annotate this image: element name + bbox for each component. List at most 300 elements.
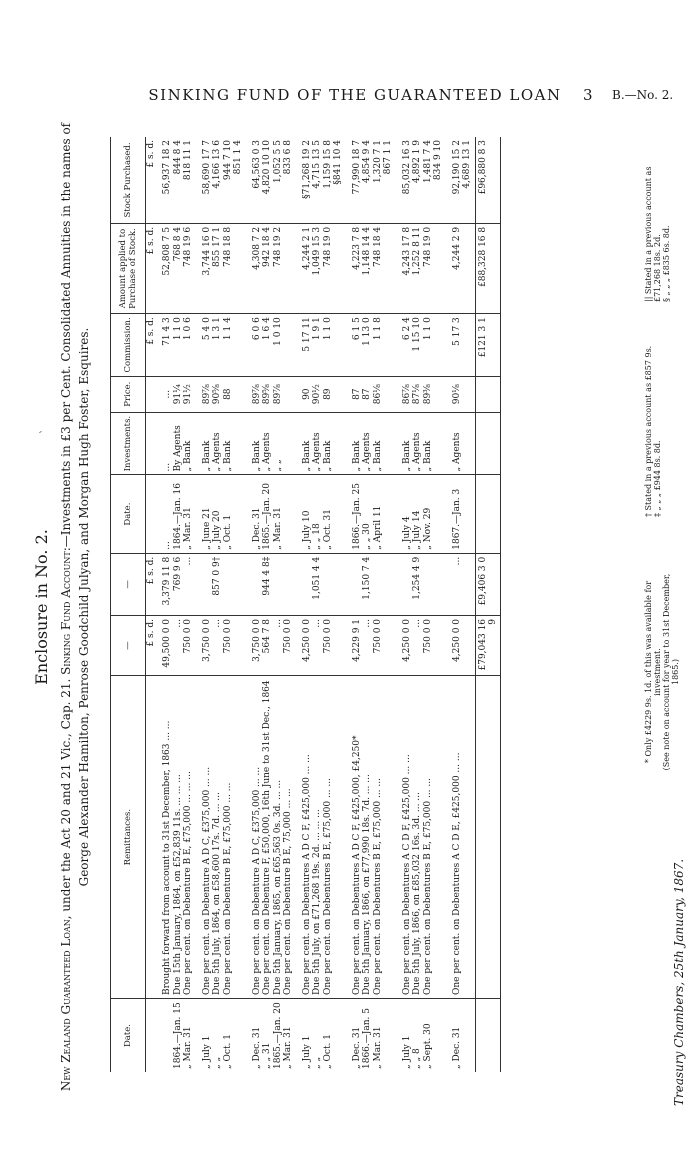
cell-line: „ Oct. 31 (322, 509, 333, 550)
cell-line: ... (412, 618, 422, 628)
cell-stock (396, 137, 446, 223)
cell-line: 855 17 1 (212, 226, 222, 267)
cell-line: One per cent. on Debentures A C D F, £425,000 ... ... (401, 754, 412, 996)
cell-line: 85,032 16 3 (401, 140, 412, 195)
cell-line (283, 557, 294, 612)
cell-line (373, 557, 384, 612)
cell-line: „ Bank (301, 440, 312, 472)
cell-line: „ Oct. 1 (322, 1033, 333, 1069)
cell-line: 748 19 0 (322, 226, 333, 267)
cell-line: Due 5th July, on £71,268 19s. 2d. ... ... ... (312, 809, 322, 996)
document-reference: B.—No. 2. (612, 88, 674, 102)
cell-line: One per cent. on Debenture B E, £75,000 ... ... (222, 782, 233, 996)
cell-c3 (296, 553, 346, 615)
cell-amount (156, 223, 196, 313)
cell-line: By Agents (172, 425, 183, 472)
cell-line: 49,500 0 0 (162, 618, 172, 668)
cell-line: 1 13 0 (362, 317, 372, 346)
cell-line: One per cent. on Debenture F, £50,000, 16th June to 31st Dec., 1864 (262, 680, 272, 996)
col-inv-date: Date. (111, 475, 146, 553)
cell-line: §841 10 4 (333, 140, 343, 185)
cell-line: 86⅛ (372, 384, 383, 405)
cell-line: 944 4 8‡ (262, 556, 272, 596)
cell-line: „ July 1 (401, 1035, 412, 1069)
totals-row (475, 137, 500, 1072)
cell-line: „ July 4 (401, 516, 412, 550)
cell-line: „ „ 30 (362, 523, 372, 550)
cell-line: 1867.—Jan. 3 (451, 488, 462, 550)
cell-line: 4,892 1 9 (412, 140, 422, 183)
cell-line (223, 557, 234, 612)
cell-line: 750 0 0 (283, 618, 293, 654)
cell-line: One per cent. on Debenture A D C, £375,000 ... ... (201, 766, 212, 996)
cell-line: 5 17 11 (301, 317, 312, 352)
cell-line: Due 5th July, 1864, on £58,600 17s. 7d. ... ... (212, 792, 222, 996)
footnote-1b: (See note on account for year to 31st December, 1865.) (662, 573, 680, 771)
cell-price (196, 376, 246, 412)
cell-inv (396, 412, 446, 475)
cell-line: 1 9 1 (312, 317, 322, 341)
cell-date (156, 999, 196, 1072)
cell-line: 750 0 0 (222, 618, 233, 654)
cell-date (346, 999, 396, 1072)
cell-line: „ Mar. 31 (372, 1026, 383, 1069)
cell-date (296, 999, 346, 1072)
cell-line: „ Mar. 31 (283, 1026, 293, 1069)
cell-line: 1 1 4 (222, 317, 233, 341)
table-row (346, 137, 396, 1072)
cell-idate (156, 475, 196, 553)
cell-line: 768 8 4 (172, 226, 183, 262)
cell-line (162, 1002, 173, 1069)
units-row: £ s. d. £ s. d. £ s. d. £ s. d. £ s. d. (146, 137, 157, 1072)
cell-c2 (446, 615, 476, 675)
cell-line: 748 19 2 (272, 226, 283, 267)
cell-line: 4,243 17 8 (401, 226, 412, 276)
cell-line: 5 17 3 (451, 317, 462, 346)
cell-comm (296, 314, 346, 376)
cell-comm (156, 314, 196, 376)
cell-line: 64,563 0 3 (251, 140, 262, 189)
cell-line: Due 5th January, 1865, on £65,563 0s. 3d. ... ... (272, 779, 283, 996)
cell-line: 1,320 7 1 (372, 140, 383, 183)
cell-line: 1 3 1 (212, 317, 222, 341)
cell-line: ... (272, 618, 283, 628)
title-rest: :—Investments in £3 per Cent. Consolidated Annuities in the names of George Alexander Hamilton, Penrose Goodchild Julyan, and Morgan Hugh Foster, Esquires. (59, 122, 91, 887)
cell-line (323, 557, 334, 612)
sinking-fund-table (110, 137, 501, 1072)
cell-idate (196, 475, 246, 553)
cell-line: 1,252 8 11 (412, 226, 422, 276)
cell-line: „ Bank (322, 440, 333, 472)
cell-line: ... (362, 618, 372, 628)
cell-line: 6 2 4 (401, 317, 412, 341)
cell-line: 748 19 0 (422, 226, 433, 267)
cell-line: „ July 14 (412, 510, 422, 550)
total-commission: £121 3 1 (475, 314, 500, 376)
cell-line: „ Dec. 31 (251, 1026, 262, 1069)
cell-line: „ Bank (201, 440, 212, 472)
cell-line: One per cent. on Debentures B E, £75,000 ... ... (322, 778, 333, 996)
rotated-page-content (32, 102, 688, 1112)
cell-line: 1865.—Jan. 20 (272, 1002, 283, 1069)
cell-line: 71 4 3 (162, 317, 172, 346)
cell-line: „ Mar. 31 (183, 1026, 193, 1069)
cell-line: „ Agents (212, 432, 222, 472)
cell-line: „ „ (272, 459, 283, 472)
cell-inv (446, 412, 476, 475)
cell-c2 (396, 615, 446, 675)
cell-line: 1865.—Jan. 20 (262, 483, 272, 550)
total-amount: £88,328 16 8 (475, 223, 500, 313)
cell-idate (346, 475, 396, 553)
cell-line: „ Mar. 31 (183, 507, 193, 550)
cell-line: Due 15th January, 1864, on £52,839 11s. ... ... ... (172, 774, 183, 996)
cell-c3 (156, 553, 196, 615)
cell-line: 3,750 0 0 (201, 618, 212, 662)
cell-line: 857 0 9† (212, 556, 222, 596)
cell-line: 52,808 7 5 (162, 226, 172, 276)
cell-inv (196, 412, 246, 475)
cell-line: One per cent. on Debenture B E, £75,000 ... ... ... (183, 771, 193, 996)
cell-line: ... (162, 389, 172, 399)
cell-line: ... (312, 618, 322, 628)
cell-idate (296, 475, 346, 553)
cell-line: 3,379 11 8 (162, 556, 172, 606)
cell-line: „ Agents (451, 432, 462, 472)
cell-line: 1 0 10 (272, 317, 283, 346)
enclosure-heading: Enclosure in No. 2. (32, 529, 51, 685)
cell-price (396, 376, 446, 412)
cell-line: 91½ (183, 384, 193, 405)
title-sinking: Sinking Fund Account (59, 551, 73, 675)
cell-line: ... (212, 618, 222, 628)
cell-line: 90⅝ (212, 384, 222, 405)
cell-price (346, 376, 396, 412)
cell-line: 1866.—Jan. 5 (362, 1008, 372, 1069)
cell-line: 1864.—Jan. 16 (172, 483, 183, 550)
cell-c2 (346, 615, 396, 675)
cell-line: One per cent. on Debentures A D C F, £425,000, £4,250* (351, 735, 362, 996)
signature-line: Treasury Chambers, 25th January, 1867. (672, 858, 686, 1106)
cell-line: „ „ (212, 1056, 222, 1069)
cell-line: 6 0 6 (251, 317, 262, 341)
table-row (396, 137, 446, 1072)
cell-stock (296, 137, 346, 223)
cell-line: „ Agents (312, 432, 322, 472)
cell-line: „ July 20 (212, 510, 222, 550)
cell-stock (246, 137, 296, 223)
footnote-2: † Stated in a previous account as £857 9s. (644, 345, 653, 517)
col-investments: Investments. (111, 412, 146, 475)
cell-line: „ Dec. 31 (451, 1026, 462, 1069)
cell-amount (446, 223, 476, 313)
cell-line: 4,244 2 1 (301, 226, 312, 270)
cell-line: 4,854 9 4 (362, 140, 372, 183)
cell-idate (396, 475, 446, 553)
col-date: Date. (111, 999, 146, 1072)
cell-line (202, 557, 213, 612)
cell-stock (346, 137, 396, 223)
cell-c3 (396, 553, 446, 615)
cell-line: 89⅜ (422, 384, 433, 405)
cell-date (246, 999, 296, 1072)
footnote-1: * Only £4229 9s. 1d. of this was available for investment. (644, 580, 662, 764)
cell-line: 4,223 7 8 (351, 226, 362, 270)
cell-line: 6 1 5 (351, 317, 362, 341)
cell-line: 833 6 8 (283, 140, 293, 175)
cell-line: 1 1 0 (322, 317, 333, 341)
cell-line: 89⅞ (272, 384, 283, 405)
cell-line: 86⅞ (401, 384, 412, 405)
cell-line: „ Oct. 1 (222, 1033, 233, 1069)
cell-line: „ July 1 (301, 1035, 312, 1069)
cell-comm (346, 314, 396, 376)
title-act: , under the Act 20 and 21 Vic., Cap. 21. (59, 678, 73, 920)
cell-line: „ Dec. 31 (251, 507, 262, 550)
cell-line: 4,820 10 10 (262, 140, 272, 195)
cell-line: „ „ 18 (312, 523, 322, 550)
cell-line: 4,689 13 1 (462, 140, 472, 189)
cell-line: 1 6 4 (262, 317, 272, 341)
cell-date (446, 999, 476, 1072)
cell-line: 90½ (312, 384, 322, 405)
cell-line: 944 7 10 (222, 140, 233, 181)
total-interest: £9,406 3 0 (475, 553, 500, 615)
cell-c3 (246, 553, 296, 615)
cell-line (273, 557, 284, 612)
cell-line (402, 557, 413, 612)
cell-line: „ Agents (262, 432, 272, 472)
cell-price (446, 376, 476, 412)
col-commission: Commission. (111, 314, 146, 376)
cell-line: 5 4 0 (201, 317, 212, 341)
cell-remit (446, 676, 476, 999)
cell-stock (446, 137, 476, 223)
cell-line: 564 7 8 (262, 618, 272, 654)
cell-line: One per cent. on Debentures A C D E, £425,000 ... ... (451, 752, 462, 996)
cell-line: 89⅝ (262, 384, 272, 405)
cell-line: 748 18 4 (372, 226, 383, 267)
cell-c3 (196, 553, 246, 615)
cell-line: 750 0 0 (372, 618, 383, 654)
cell-line: §71,268 19 2 (301, 140, 312, 199)
table-row (296, 137, 346, 1072)
cell-date (396, 999, 446, 1072)
cell-line: „ Bank (251, 440, 262, 472)
cell-line: „ April 11 (372, 505, 383, 550)
cell-amount (196, 223, 246, 313)
cell-comm (396, 314, 446, 376)
footnote-5: § „ „ „ £835 6s. 8d. (662, 225, 671, 302)
cell-line: 1866.—Jan. 25 (351, 483, 362, 550)
cell-line (352, 557, 363, 612)
cell-price (246, 376, 296, 412)
cell-line: „ „ 31 (262, 1042, 272, 1069)
table-row (156, 137, 196, 1072)
cell-line: 4,250 0 0 (401, 618, 412, 662)
cell-line: ... (172, 618, 183, 628)
cell-line: „ Bank (401, 440, 412, 472)
cell-line: 3,744 16 0 (201, 226, 212, 276)
cell-line: 4,244 2 9 (451, 226, 462, 270)
cell-line: 4,308 7 2 (251, 226, 262, 270)
cell-line: „ Bank (222, 440, 233, 472)
cell-line (252, 557, 263, 612)
col-remittances: Remittances. (111, 676, 146, 999)
cell-line: 3,750 0 0 (251, 618, 262, 662)
cell-line: 750 0 0 (183, 618, 193, 654)
cell-line: 1,150 7 4 (362, 556, 372, 600)
cell-line: 92,190 15 2 (451, 140, 462, 195)
cell-line: Due 5th January, 1866, on £77,990 18s. 7d. ... ... (362, 774, 372, 996)
cell-amount (246, 223, 296, 313)
cell-line: One per cent. on Debenture B E, 75,000 ... ... (283, 788, 293, 996)
cell-line: 942 18 4 (262, 226, 272, 267)
cell-line: „ June 21 (201, 507, 212, 550)
cell-line: 1 1 0 (172, 317, 183, 341)
cell-line: 1,051 4 4 (312, 556, 322, 600)
cell-line: 867 1 1 (383, 140, 393, 175)
cell-line: „ Nov. 29 (422, 507, 433, 550)
table-row (246, 137, 296, 1072)
cell-idate (446, 475, 476, 553)
cell-line: 88 (222, 388, 233, 400)
cell-line: ... (451, 556, 462, 566)
cell-line: „ Bank (351, 440, 362, 472)
cell-line: 77,990 18 7 (351, 140, 362, 195)
page-header-title: SINKING FUND OF THE GUARANTEED LOAN (148, 86, 562, 104)
col-price: Price. (111, 376, 146, 412)
cell-line: 4,715 13 5 (312, 140, 322, 189)
account-title (57, 102, 93, 1112)
cell-line: 87 (362, 388, 372, 400)
cell-line: „ Bank (183, 440, 193, 472)
cell-amount (346, 223, 396, 313)
cell-amount (396, 223, 446, 313)
footnote-4: || Stated in a previous account as £71,268 18s. 2d. (644, 166, 662, 302)
cell-stock (196, 137, 246, 223)
cell-line: 4,229 9 1 (351, 618, 362, 662)
cell-remit (396, 676, 446, 999)
cell-line: ... (162, 541, 172, 550)
cell-remit (296, 676, 346, 999)
cell-line: 750 0 0 (322, 618, 333, 654)
cell-line: „ Mar. 31 (272, 507, 283, 550)
cell-line: 56,937 18 2 (162, 140, 172, 195)
cell-line: 1,159 15 8 (322, 140, 333, 189)
total-remittances: £79,043 16 9 (475, 615, 500, 675)
cell-comm (246, 314, 296, 376)
cell-line: 4,250 0 0 (301, 618, 312, 662)
cell-line: 1,254 4 9 (412, 556, 422, 600)
cell-line: 4,166 13 6 (212, 140, 222, 189)
cell-c2 (196, 615, 246, 675)
cell-line: One per cent. on Debentures B E, £75,000 ... ... (422, 778, 433, 996)
cell-line: ... (162, 462, 172, 472)
cell-inv (246, 412, 296, 475)
title-lead: New Zealand Guaranteed Loan (59, 919, 73, 1092)
cell-line: „ Sept. 30 (422, 1023, 433, 1069)
cell-line: 750 0 0 (422, 618, 433, 654)
cell-c2 (296, 615, 346, 675)
cell-line: „ July 10 (301, 510, 312, 550)
cell-line: „ „ 8 (412, 1048, 422, 1069)
cell-line (302, 557, 313, 612)
cell-line: „ Oct. 1 (222, 514, 233, 550)
cell-line: 91¼ (172, 384, 183, 405)
page-number: 3 (583, 86, 593, 104)
cell-idate (246, 475, 296, 553)
cell-amount (296, 223, 346, 313)
cell-remit (346, 676, 396, 999)
total-stock: £96,880 8 3 (475, 137, 500, 223)
cell-c2 (156, 615, 196, 675)
cell-line: 1,148 14 4 (362, 226, 372, 276)
cell-comm (196, 314, 246, 376)
cell-line: 1,049 15 3 (312, 226, 322, 276)
cell-inv (296, 412, 346, 475)
cell-line: 851 1 4 (233, 140, 243, 175)
cell-line: ... (183, 556, 193, 566)
cell-inv (346, 412, 396, 475)
table-row (196, 137, 246, 1072)
cell-line: 844 8 4 (172, 140, 183, 175)
cell-line: „ Bank (372, 440, 383, 472)
cell-c3 (446, 553, 476, 615)
cell-line: 1 1 8 (372, 317, 383, 341)
cell-line: 89⅞ (251, 384, 262, 405)
cell-price (296, 376, 346, 412)
cell-line: 90 (301, 388, 312, 400)
header-row (111, 137, 146, 1072)
cell-line: 4,250 0 0 (451, 618, 462, 662)
cell-line: 90⅛ (451, 384, 462, 405)
cell-line: 748 19 6 (183, 226, 193, 267)
cell-line: Due 5th July, 1866, on £85,032 16s. 3d. ... ... (412, 792, 422, 996)
cell-line: 748 18 8 (222, 226, 233, 267)
col-amount-applied: Amount applied to Purchase of Stock. (111, 223, 146, 313)
cell-stock (156, 137, 196, 223)
cell-line: 87 (351, 388, 362, 400)
footnote-3: ‡ „ „ „ £944 8s. 8d. (653, 440, 662, 517)
cell-line: 89⅞ (201, 384, 212, 405)
cell-line: One per cent. on Debentures B E, £75,000 ... ... (372, 778, 383, 996)
cell-line: 1864.—Jan. 15 (172, 1002, 183, 1069)
cell-inv (156, 412, 196, 475)
cell-line: 1,052 5 5 (272, 140, 283, 183)
cell-line: 89 (322, 388, 333, 400)
cell-line: 1 1 0 (422, 317, 433, 341)
col-dash-1: — (111, 615, 146, 675)
cell-line: 818 11 1 (183, 140, 193, 181)
cell-line: „ Agents (412, 432, 422, 472)
cell-line: „ July 1 (201, 1035, 212, 1069)
cell-date (196, 999, 246, 1072)
cell-remit (196, 676, 246, 999)
cell-c2 (246, 615, 296, 675)
cell-line: One per cent. on Debentures A D C F, £425,000 ... ... (301, 754, 312, 996)
cell-line: „ Bank (422, 440, 433, 472)
col-dash-2: — (111, 553, 146, 615)
table-row (446, 137, 476, 1072)
margin-mark: ˋ (40, 429, 51, 434)
cell-line: „ Dec. 31 (351, 1026, 362, 1069)
cell-line: 1,481 7 4 (422, 140, 433, 183)
cell-line (423, 557, 434, 612)
cell-line: „ Agents (362, 432, 372, 472)
cell-remit (156, 676, 196, 999)
